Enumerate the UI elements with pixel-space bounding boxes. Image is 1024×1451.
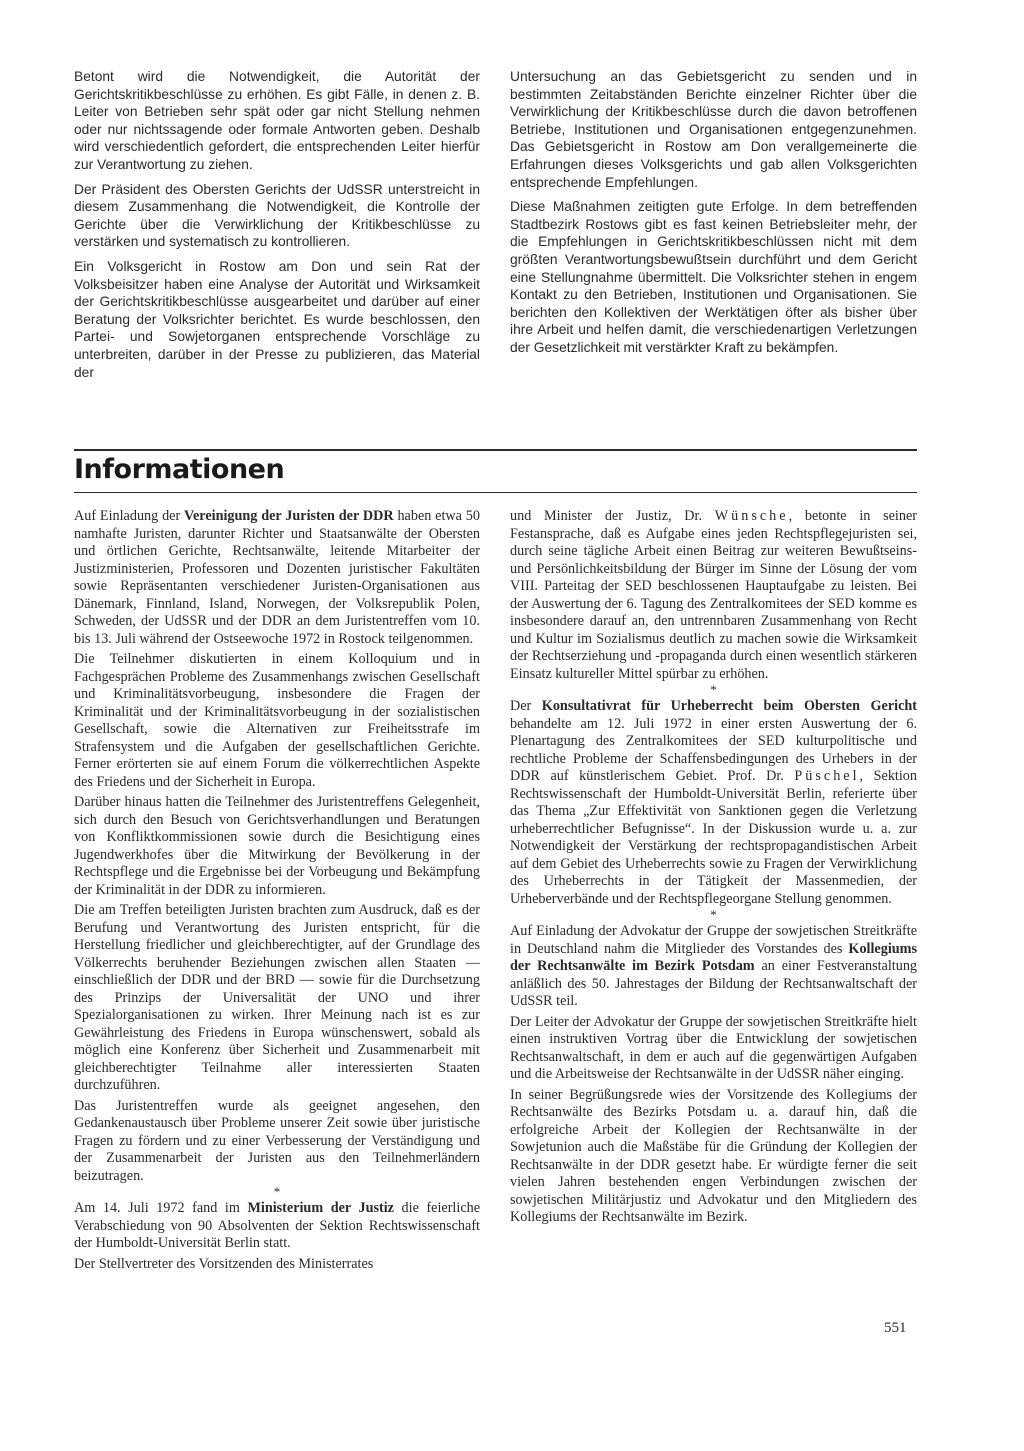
paragraph: Die am Treffen beteiligten Juristen brachten zum Ausdruck, daß es der Berufung und Verantwortung des Juristen entspricht, für die Herstellung friedlicher und gleichberechtigter, auf der Grundlage des Völkerrechts beruhender Beziehungen zwischen allen Staaten — einschließlich der DDR und der BRD — sowie für die Durchsetzung des Prinzips der Universalität der UNO und ihrer Spezialorganisationen zu wirken. Ihrer Meinung nach ist es zur Gewährleistung des Friedens in Europa wünschenswert, sobald als möglich eine Konferenz über Sicherheit und Zusammenarbeit mit gleichberechtigter Teilnahme aller interessierten Staaten durchzuführen. [74,902,480,1093]
paragraph: Auf Einladung der Vereinigung der Juristen der DDR haben etwa 50 namhafte Juristen, darunter Richter und Staatsanwälte der Obersten und örtlichen Gerichte, Rechtsanwälte, leitende Mitarbeiter der Justizministerien, Professoren und Dozenten juristischer Fakultäten sowie Repräsentanten verschiedener Juristen-Organisationen aus Dänemark, Finnland, Island, Norwegen, der Volksrepublik Polen, Schweden, der UdSSR und der DDR an dem Juristentreffen vom 10. bis 13. Juli während der Ostseewoche 1972 in Rostock teilgenommen. [74,508,480,647]
paragraph: Betont wird die Notwendigkeit, die Autorität der Gerichtskritikbeschlüsse zu erhöhen. Es gibt Fälle, in denen z. B. Leiter von Betrieben sehr spät oder gar nicht Stellung nehmen oder nur nichtssagende oder formale Antworten geben. Deshalb wird verschiedentlich gefordert, die entsprechenden Leiter hierfür zur Verantwortung zu ziehen. [74,69,480,172]
paragraph: Das Juristentreffen wurde als geeignet angesehen, den Gedankenaustausch über Probleme unserer Zeit sowie über juristische Fragen zu fördern und zu einer Verbesserung der Verständigung und der Zusammenarbeit der Juristen aus den Teilnehmerländern beizutragen. [74,1097,480,1184]
section-rule-top [74,449,917,451]
separator-asterisk: * [710,907,717,922]
paragraph: Der Stellvertreter des Vorsitzenden des Ministerrates [74,1255,374,1272]
bold-term: Kollegiums der Rechtsanwälte im Bezirk Potsdam [510,940,917,974]
bold-term: Vereinigung der Juristen der DDR [184,508,394,524]
page-number: 551 [884,1320,907,1336]
bottom-left-column [74,508,480,1276]
paragraph: Der Leiter der Advokatur der Gruppe der sowjetischen Streitkräfte hielt einen instruktiven Vortrag über die Entwicklung der sowjetischen Rechtsanwaltschaft, in dem er auch auf die gegenwärtigen Aufgaben und die Arbeitsweise der Rechtsanwälte in der UdSSR näher einging. [510,1013,917,1082]
section-rule-bottom [74,492,917,493]
paragraph: Ein Volksgericht in Rostow am Don und sein Rat der Volksbeisitzer haben eine Analyse der Autorität und Wirksamkeit der Gerichtskritikbeschlüsse ausgearbeitet und darüber auf einer Beratung der Volksrichter berichtet. Es wurde beschlossen, den Partei- und Sowjetorganen entsprechende Vorschläge zu unterbreiten, darüber in der Presse zu publizieren, das Material der [74,258,480,380]
separator-asterisk: * [710,682,717,697]
separator-asterisk: * [273,1184,281,1199]
paragraph: Untersuchung an das Gebietsgericht zu senden und in bestimmten Zeitabständen Berichte einzelner Richter über die Verwirklichung der Kritikbeschlüsse durch die davon betroffenen Betriebe, Institutionen und Organisationen entgegenzunehmen. Das Gebietsgericht in Rostow am Don verallgemeinerte die Erfahrungen dieses Volksgerichts und gab allen Volksgerichten entsprechende Empfehlungen. [510,69,917,190]
top-left-column [74,68,480,388]
top-right-column [510,68,917,364]
bold-term: Konsultativrat für Urheberrecht beim Obersten Gericht [541,698,917,714]
paragraph: Diese Maßnahmen zeitigten gute Erfolge. In dem betreffenden Stadtbezirk Rostows gibt es fast keinen Betriebsleiter mehr, der die Empfehlungen in Gerichtskritikbeschlüssen nicht mit dem größten Verantwortungsbewußtsein durchführt und dem Gericht eine Stellungnahme übermittelt. Die Volksrichter stehen in engem Kontakt zu den Betrieben, Institutionen und Organisationen. Sie berichten den Kollektiven der Werktätigen öfter als bisher über ihre Arbeit und helfen damit, die verschiedenartigen Verletzungen der Gesetzlichkeit mit verstärkter Kraft zu bekämpfen. [510,199,917,355]
section-heading: Informationen [74,454,285,485]
paragraph: Darüber hinaus hatten die Teilnehmer des Juristentreffens Gelegenheit, sich durch den Besuch von Gerichtsverhandlungen und Beratungen von Konfliktkommissionen sowie durch die Besichtigung eines Jugendwerkhofes über die Mitwirkung der Bevölkerung in der Rechtspflege und die Ergebnisse bei der Vorbeugung und Bekämpfung der Kriminalität in der DDR zu informieren. [74,794,480,898]
paragraph: Auf Einladung der Advokatur der Gruppe der sowjetischen Streitkräfte in Deutschland nahm die Mitglieder des Vorstandes des Kollegiums der Rechtsanwälte im Bezirk Potsdam an einer Festveranstaltung anläßlich des 50. Jahrestages der Bildung der Rechtsanwaltschaft der UdSSR teil. [510,923,918,1009]
paragraph: Der Präsident des Obersten Gerichts der UdSSR unterstreicht in diesem Zusammenhang die Notwendigkeit, die Kontrolle der Gerichte über die Verwirklichung der Kritikbeschlüsse zu verstärken und systematisch zu kontrollieren. [74,181,480,250]
bottom-right-column [510,508,917,1230]
paragraph: Der Konsultativrat für Urheberrecht beim Obersten Gericht behandelte am 12. Juli 1972 in einer ersten Auswertung der 6. Plenartagung des Zentralkomitees der SED kulturpolitische und rechtliche Probleme der Schaffensbedingungen des Urhebers in der DDR auf künstlerischem Gebiet. Prof. Dr. Püschel, Sektion Rechtswissenschaft der Humboldt-Universität Berlin, referierte über das Thema „Zur Effektivität von Sanktionen gegen die Verletzung urheberrechtlicher Befugnisse“. In der Diskussion wurde u. a. zur Notwendigkeit der Verstärkung der rechtspropagandistischen Arbeit auf dem Gebiet des Urheberrechts sowie zu Fragen der Verwirklichung des Urheberrechts in der Tätigkeit der Massenmedien, der Urheberverbände und der Rechtspflegeorgane Stellung genommen. [510,698,917,907]
paragraph: Am 14. Juli 1972 fand im Ministerium der Justiz die feierliche Verabschiedung von 90 Absolventen der Sektion Rechtswissenschaft der Humboldt-Universität Berlin statt. [74,1200,481,1251]
spaced-name: Püschel [794,768,860,784]
paragraph: In seiner Begrüßungsrede wies der Vorsitzende des Kollegiums der Rechtsanwälte des Bezirks Potsdam u. a. darauf hin, daß die erfolgreiche Arbeit der Kollegien der Rechtsanwälte in der Sowjetunion auch die Maßstäbe für die Gründung der Kollegien der Rechtsanwälte in der DDR gesetzt habe. Er würdigte ferner die seit vielen Jahren bestehenden engen Verbindungen zwischen der sowjetischen Militärjustiz und Advokatur und den Mitgliedern des Kollegiums der Rechtsanwälte im Bezirk. [510,1086,917,1225]
spaced-name: Wünsche [714,508,789,524]
paragraph: und Minister der Justiz, Dr. Wünsche, betonte in seiner Festansprache, daß es Aufgabe eines jeden Rechtspflegejuristen sei, durch seine tägliche Arbeit einen Beitrag zur weiteren Bewußtseins- und Persönlichkeitsbildung der Bürger im Sinne der Lösung der vom VIII. Parteitag der SED beschlossenen Hauptaufgabe zu leisten. Bei der Auswertung der 6. Tagung des Zentralkomitees der SED komme es insbesondere darauf an, den untrennbaren Zusammenhang von Recht und Kultur im Sozialismus deutlich zu machen sowie die Wirksamkeit der Rechtserziehung und -propaganda durch einen wesentlich stärkeren Einsatz kultureller Mittel spürbar zu erhöhen. [510,508,917,682]
paragraph: Die Teilnehmer diskutierten in einem Kolloquium und in Fachgesprächen Probleme des Zusammenhangs zwischen Gesellschaft und Kriminalitätsvorbeugung, insbesondere die Fragen der Kriminalität und der Kriminalitätsvorbeugung in der sozialistischen Gesellschaft, sowie die Alternativen zur Freiheitsstrafe im Strafensystem und die Aufgaben der gesellschaftlichen Gerichte. Ferner erörterten sie auf einem Forum die völkerrechtlichen Aspekte des Friedens und der Sicherheit in Europa. [74,651,480,790]
bold-term: Ministerium der Justiz [247,1200,394,1216]
